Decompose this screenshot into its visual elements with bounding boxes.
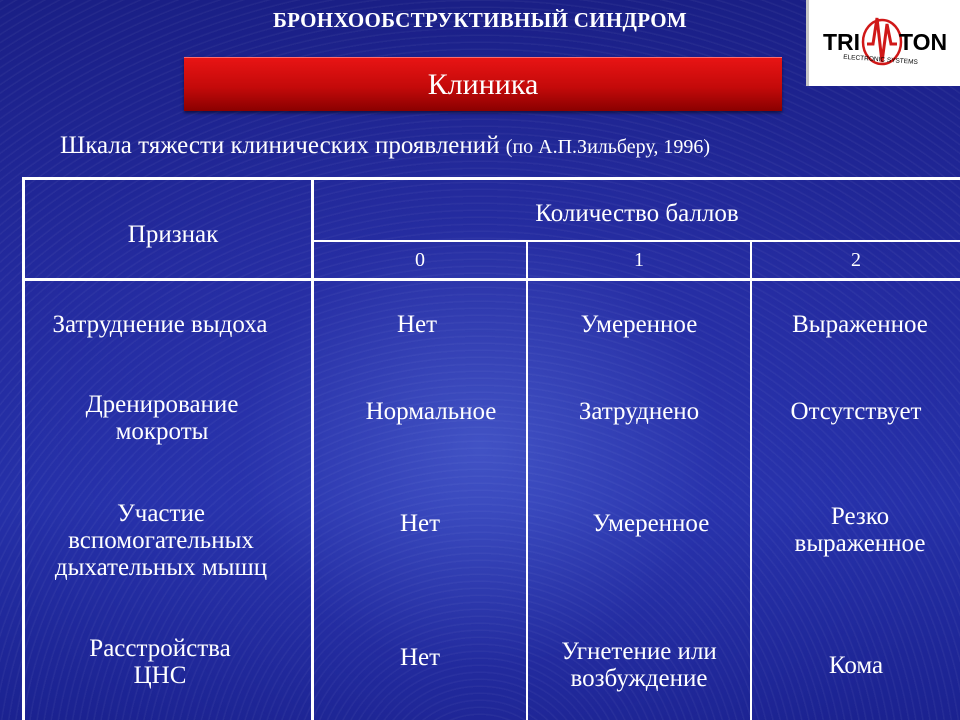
scale-heading [60, 132, 710, 160]
row-1-feature: Затруднение выдоха [52, 310, 268, 338]
row-1-score-1: Умеренное [580, 310, 698, 338]
row-3-feature: Участие вспомогательных дыхательных мышц [54, 499, 268, 581]
row-3-score-2: Резко выраженное [794, 503, 926, 557]
scale-heading-text: Шкала тяжести клинических проявлений [60, 132, 500, 159]
logo-text-right: TON [899, 29, 948, 55]
row-2-score-2: Отсутствует [790, 397, 922, 425]
table-divider-subheader [311, 240, 960, 242]
row-4-feature: Расстройства ЦНС [89, 635, 231, 689]
section-banner [184, 57, 782, 111]
score-level-1: 1 [634, 248, 644, 271]
company-logo [806, 0, 960, 86]
header-feature: Признак [127, 220, 219, 248]
row-3-score-1: Умеренное [592, 509, 710, 537]
row-1-score-0: Нет [396, 310, 438, 338]
header-points: Количество баллов [535, 199, 739, 227]
table-divider-header [22, 278, 960, 281]
row-2-score-0: Нормальное [365, 397, 497, 425]
logo-subtitle: ELECTRONIC SYSTEMS [842, 53, 919, 67]
row-4-score-1: Угнетение или возбуждение [561, 638, 717, 692]
row-2-score-1: Затруднено [578, 397, 700, 425]
table-border-top [22, 177, 960, 180]
score-level-0: 0 [415, 248, 425, 271]
row-4-score-2: Кома [828, 651, 884, 679]
row-3-score-0: Нет [399, 509, 441, 537]
table-border-left [22, 177, 25, 720]
row-2-feature: Дренирование мокроты [85, 391, 239, 445]
section-title: Клиника [427, 67, 539, 101]
row-4-score-0: Нет [399, 643, 441, 671]
score-level-2: 2 [851, 248, 861, 271]
slide-title: БРОНХООБСТРУКТИВНЫЙ СИНДРОМ [272, 8, 687, 32]
logo-text-left: TRI [823, 29, 861, 55]
row-1-score-2: Выраженное [792, 310, 928, 338]
scale-heading-source: (по А.П.Зильберу, 1996) [505, 136, 711, 158]
